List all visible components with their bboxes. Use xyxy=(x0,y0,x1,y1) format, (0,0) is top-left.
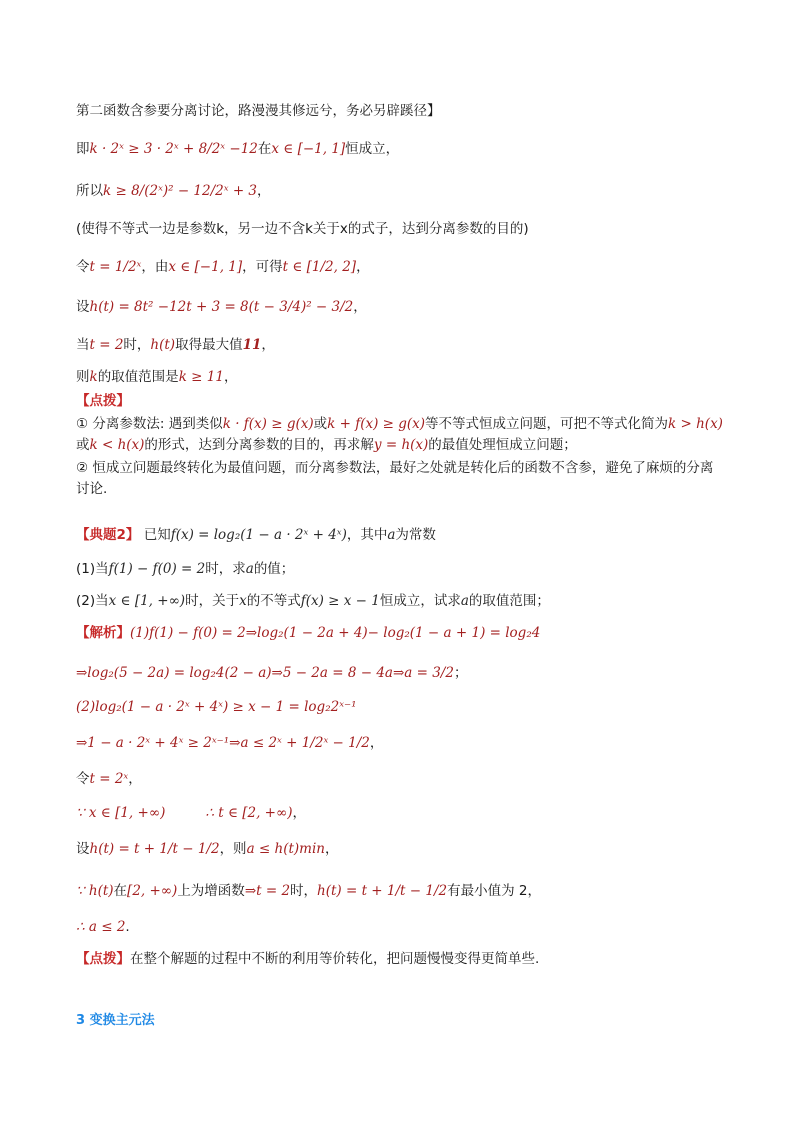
text: 时， xyxy=(123,337,151,353)
solution-line-7 xyxy=(76,840,338,858)
formula: ⇒log₂(5 − 2a) = log₂4(2 − a)⇒5 − 2a = 8 − 4a⇒a = 3/2 xyxy=(76,665,454,681)
text: 或 xyxy=(76,437,90,453)
formula: h(t) = t + 1/t − 1/2 xyxy=(317,883,448,899)
tip-line-2 xyxy=(76,950,539,968)
text: 时，求 xyxy=(205,561,246,577)
formula: k xyxy=(89,369,98,385)
text: ， xyxy=(292,805,306,821)
text: 在 xyxy=(113,883,128,899)
question-1 xyxy=(76,560,294,578)
text: ，由 xyxy=(141,259,169,275)
text: ② 恒成立问题最终转化为最值问题，而分离参数法，最好之处就是转化后的函数不含参，避免了麻烦的分离讨论. xyxy=(76,460,714,497)
text: 令 xyxy=(76,771,90,787)
section-title: 3 变换主元法 xyxy=(76,1013,155,1028)
formula: t = 1/2ˣ xyxy=(89,259,142,275)
solution-line-3 xyxy=(76,698,357,716)
text: 时， xyxy=(290,883,318,899)
step-line-5 xyxy=(76,336,275,354)
text: 设 xyxy=(76,299,90,315)
formula: f(x) ≥ x − 1 xyxy=(300,593,380,609)
solution-line-4 xyxy=(76,734,383,752)
step-line-1 xyxy=(76,140,399,158)
text: ， xyxy=(223,369,238,385)
formula: k ≥ 11 xyxy=(178,369,224,385)
formula: k · 2ˣ ≥ 3 · 2ˣ + 8/2ˣ −12 xyxy=(89,141,258,157)
solution-line-1 xyxy=(76,624,540,642)
solution-tag: 【解析】 xyxy=(76,625,130,641)
formula: a ≤ h(t)min xyxy=(246,841,325,857)
formula: (1)f(1) − f(0) = 2⇒log₂(1 − 2a + 4)− log₂(1 − a + 1) = log₂4 xyxy=(130,625,541,641)
solution-line-6 xyxy=(76,804,306,822)
formula: ∵ x ∈ [1, +∞) xyxy=(76,805,166,821)
text: 取得最大值 xyxy=(175,337,243,353)
formula: x ∈ [−1, 1] xyxy=(168,259,243,275)
solution-line-8 xyxy=(76,882,541,900)
formula: y = h(x) xyxy=(373,437,429,453)
formula: h(t) xyxy=(150,337,176,353)
intro-text: 第二函数含参要分离讨论，路漫漫其修远兮，务必另辟蹊径】 xyxy=(76,103,441,119)
formula: h(t) = t + 1/t − 1/2 xyxy=(89,841,220,857)
text: 或 xyxy=(313,416,328,432)
text: 在 xyxy=(257,141,272,157)
text: 则 xyxy=(76,369,90,385)
step-line-3 xyxy=(76,258,370,276)
text: 的值； xyxy=(253,561,295,577)
formula: ∴ a ≤ 2 xyxy=(76,919,126,935)
step-line-2 xyxy=(76,182,271,200)
question-2 xyxy=(76,592,550,610)
text: (使得不等式一边是参数k，另一边不含k关于x的式子，达到分离参数的目的) xyxy=(76,221,529,237)
formula: ∵ h(t) xyxy=(76,883,114,899)
formula: ∴ t ∈ [2, +∞) xyxy=(205,805,293,821)
formula: k < h(x) xyxy=(89,437,145,453)
tip-heading-1: 【点拨】 xyxy=(76,393,130,409)
text: 等不等式恒成立问题，可把不等式化简为 xyxy=(425,416,669,432)
text: 的取值范围是 xyxy=(97,369,179,385)
text: ， xyxy=(324,841,339,857)
text: ， xyxy=(369,735,384,751)
text: 所以 xyxy=(76,183,103,199)
formula: a xyxy=(245,561,254,577)
text: 的取值范围； xyxy=(468,593,550,609)
text: 在整个解题的过程中不断的利用等价转化，把问题慢慢变得更简单些. xyxy=(130,951,540,967)
text: (2)当 xyxy=(76,593,109,609)
text: 的不等式 xyxy=(246,593,301,609)
example-tag: 【典题2】 xyxy=(76,527,140,543)
text: 的最值处理恒成立问题； xyxy=(428,437,577,453)
formula: k ≥ 8/(2ˣ)² − 12/2ˣ + 3 xyxy=(103,183,258,199)
solution-line-2 xyxy=(76,664,467,682)
text: ， xyxy=(353,299,367,315)
text: 当 xyxy=(76,337,90,353)
text: 上为增函数 xyxy=(177,883,245,899)
formula: ⇒t = 2 xyxy=(244,883,291,899)
text: 有最小值为 2， xyxy=(447,883,541,899)
text: ， xyxy=(356,259,370,275)
text: ， xyxy=(128,771,142,787)
formula: x xyxy=(239,593,247,609)
tip-paragraph-2 xyxy=(76,458,726,500)
step-line-4 xyxy=(76,298,367,316)
text: 即 xyxy=(76,141,90,157)
text: ； xyxy=(453,665,468,681)
formula: t = 2 xyxy=(89,337,124,353)
step-line-6 xyxy=(76,368,237,386)
text: 的形式，达到分离参数的目的，再求解 xyxy=(144,437,374,453)
tip-tag-2: 【点拨】 xyxy=(76,951,130,967)
formula: 11 xyxy=(242,337,262,353)
text: ， xyxy=(257,183,271,199)
text: ， xyxy=(261,337,275,353)
formula: t = 2ˣ xyxy=(89,771,129,787)
formula: f(x) = log₂(1 − a · 2ˣ + 4ˣ) xyxy=(170,527,347,543)
solution-line-5 xyxy=(76,770,142,788)
formula: a xyxy=(460,593,469,609)
text: 恒成立，试求 xyxy=(379,593,461,609)
step-note xyxy=(76,220,529,238)
formula: f(1) − f(0) = 2 xyxy=(108,561,206,577)
formula: x ∈ [−1, 1] xyxy=(271,141,346,157)
formula: x ∈ [1, +∞) xyxy=(108,593,186,609)
formula: k + f(x) ≥ g(x) xyxy=(327,416,426,432)
text: ，可得 xyxy=(242,259,283,275)
formula: (2)log₂(1 − a · 2ˣ + 4ˣ) ≥ x − 1 = log₂2ˣ⁻¹ xyxy=(76,699,357,715)
text: ，其中 xyxy=(346,527,388,543)
text: ① 分离参数法: 遇到类似 xyxy=(76,416,223,432)
text: (1)当 xyxy=(76,561,109,577)
text: 已知 xyxy=(139,527,171,543)
formula: k · f(x) ≥ g(x) xyxy=(222,416,314,432)
text: 设 xyxy=(76,841,90,857)
solution-line-9 xyxy=(76,918,130,936)
intro-line xyxy=(76,102,441,120)
example-question xyxy=(76,526,436,544)
text: 为常数 xyxy=(395,527,436,543)
text: 恒成立， xyxy=(345,141,400,157)
tip-paragraph-1 xyxy=(76,414,726,456)
text: 时，关于 xyxy=(185,593,240,609)
formula: ⇒1 − a · 2ˣ + 4ˣ ≥ 2ˣ⁻¹⇒a ≤ 2ˣ + 1/2ˣ − 1/2 xyxy=(76,735,370,751)
text: ，则 xyxy=(219,841,247,857)
formula: a xyxy=(387,527,396,543)
formula: t ∈ [1/2, 2] xyxy=(282,259,357,275)
formula: [2, +∞) xyxy=(127,883,178,899)
text: 令 xyxy=(76,259,90,275)
text: . xyxy=(125,919,130,935)
formula: k > h(x) xyxy=(668,416,723,432)
formula: h(t) = 8t² −12t + 3 = 8(t − 3/4)² − 3/2 xyxy=(89,299,354,315)
